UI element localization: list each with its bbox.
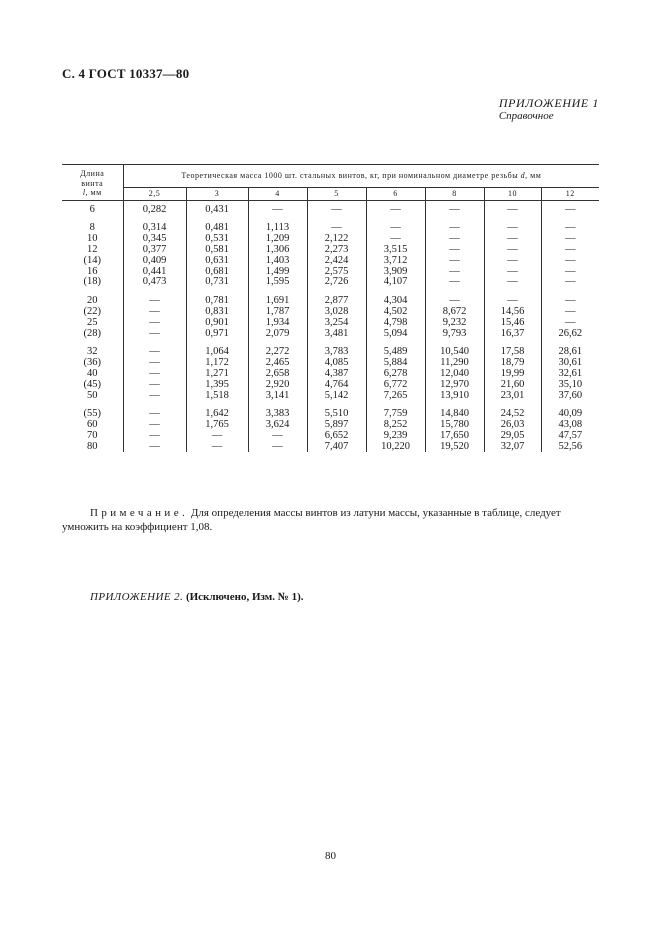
mass-cell: 16,37 — [484, 328, 541, 339]
mass-cell: — — [541, 266, 599, 277]
mass-cell: 15,46 — [484, 318, 541, 329]
length-cell: (18) — [62, 277, 123, 288]
mass-cell: 26,62 — [541, 328, 599, 339]
mass-cell: — — [541, 318, 599, 329]
mass-cell: — — [366, 223, 425, 234]
mass-cell: — — [484, 266, 541, 277]
mass-cell: 37,60 — [541, 390, 599, 401]
mass-cell: — — [149, 346, 160, 358]
table-row — [62, 256, 599, 267]
diameter-header-cell: 5 — [307, 188, 366, 200]
length-variable: l, — [82, 188, 89, 197]
table-note — [90, 506, 599, 521]
mass-cell: 3,624 — [248, 420, 307, 431]
mass-cell: — — [425, 277, 484, 288]
mass-cell: 4,764 — [307, 380, 366, 391]
mass-cell: — — [149, 295, 160, 307]
mass-cell: — — [425, 234, 484, 245]
mass-cell: — — [149, 357, 160, 369]
table-row — [62, 277, 599, 288]
mass-cell: 2,575 — [307, 266, 366, 277]
mass-cell: 4,085 — [307, 358, 366, 369]
mass-cell: — — [248, 442, 307, 453]
mass-cell: — — [484, 296, 541, 307]
mass-cell: 1,209 — [248, 234, 307, 245]
mass-cell: 1,765 — [186, 420, 248, 431]
mass-cell: 0,377 — [142, 244, 167, 256]
mass-cell: — — [541, 245, 599, 256]
mass-cell: — — [149, 368, 160, 379]
length-cell: 25 — [62, 318, 123, 329]
mass-cell: — — [541, 307, 599, 318]
mass-cell: 35,10 — [541, 380, 599, 391]
mass-cell: — — [186, 431, 248, 442]
length-cell: (36) — [62, 358, 123, 369]
mass-cell: 2,424 — [307, 256, 366, 267]
mass-cell: 3,712 — [366, 256, 425, 267]
diameter-header-cell: 6 — [366, 188, 425, 200]
page-header-title: С. 4 ГОСТ 10337—80 — [62, 66, 190, 81]
mass-cell: 1,113 — [248, 223, 307, 234]
mass-cell: 3,515 — [366, 245, 425, 256]
mass-cell: 28,61 — [541, 347, 599, 358]
mass-cell: 32,07 — [484, 442, 541, 453]
note-continuation: умножить на коэффициент 1,08. — [62, 521, 213, 533]
mass-cell: 9,239 — [366, 431, 425, 442]
mass-cell: 1,395 — [186, 380, 248, 391]
mass-cell: 2,877 — [307, 296, 366, 307]
mass-cell: 7,265 — [366, 390, 425, 401]
mass-table-container — [62, 164, 599, 452]
mass-cell: 19,520 — [425, 442, 484, 453]
mass-cell: — — [307, 205, 366, 216]
diameter-variable: d — [520, 170, 526, 180]
mass-cell: 2,273 — [307, 245, 366, 256]
mass-cell: 43,08 — [541, 420, 599, 431]
mass-cell: 40,09 — [541, 409, 599, 420]
mass-cell: 5,510 — [307, 409, 366, 420]
length-cell: 20 — [62, 296, 123, 307]
mass-cell: 7,759 — [366, 409, 425, 420]
mass-cell: 12,040 — [425, 369, 484, 380]
mass-cell: 15,780 — [425, 420, 484, 431]
mass-cell: 1,403 — [248, 256, 307, 267]
mass-cell: — — [248, 205, 307, 216]
note-text: Для определения массы винтов из латуни массы, указанные в таблице, следует — [188, 507, 561, 519]
mass-cell: 3,141 — [248, 390, 307, 401]
mass-cell: 1,306 — [248, 245, 307, 256]
diameter-header-cell: 3 — [186, 188, 248, 200]
mass-cell: 3,783 — [307, 347, 366, 358]
mass-cell: 2,079 — [248, 328, 307, 339]
table-row — [62, 328, 599, 339]
mass-cell: — — [541, 256, 599, 267]
mass-cell: 1,271 — [186, 369, 248, 380]
mass-cell: 4,798 — [366, 318, 425, 329]
mass-cell: 14,56 — [484, 307, 541, 318]
mass-cell: — — [366, 205, 425, 216]
mass-cell: 3,254 — [307, 318, 366, 329]
mass-cell: 52,56 — [541, 442, 599, 453]
mass-cell: 10,540 — [425, 347, 484, 358]
mass-cell: — — [425, 296, 484, 307]
mass-cell: 4,304 — [366, 296, 425, 307]
mass-cell: 3,481 — [307, 328, 366, 339]
mass-cell: 1,691 — [248, 296, 307, 307]
mass-cell: — — [149, 408, 160, 420]
mass-cell: — — [366, 234, 425, 245]
length-cell: (28) — [62, 328, 123, 339]
mass-cell: 1,934 — [248, 318, 307, 329]
mass-cell: 6,278 — [366, 369, 425, 380]
mass-cell: — — [484, 223, 541, 234]
length-cell: 8 — [62, 223, 123, 234]
appendix-subtitle: Справочное — [498, 110, 554, 122]
diameter-header-row — [62, 188, 599, 200]
mass-cell: 7,407 — [307, 442, 366, 453]
mass-cell: 0,345 — [142, 233, 167, 245]
length-cell: 32 — [62, 347, 123, 358]
mass-cell: 0,901 — [186, 318, 248, 329]
length-cell: (22) — [62, 307, 123, 318]
appendix2-text: (Исключено, Изм. № 1). — [183, 591, 304, 603]
mass-cell: 9,232 — [425, 318, 484, 329]
mass-cell: 0,581 — [186, 245, 248, 256]
mass-cell: — — [484, 277, 541, 288]
diameter-header-cell: 10 — [484, 188, 541, 200]
mass-cell: — — [149, 327, 160, 339]
table-row — [62, 380, 599, 391]
length-header-line1: Длина — [80, 169, 105, 178]
mass-cell: 19,99 — [484, 369, 541, 380]
mass-cell: 21,60 — [484, 380, 541, 391]
mass-cell: 6,652 — [307, 431, 366, 442]
mass-cell: 23,01 — [484, 390, 541, 401]
length-column-header — [62, 165, 123, 201]
screw-mass-table — [62, 164, 599, 452]
length-header-line2: винта — [81, 178, 104, 188]
mass-cell: — — [186, 442, 248, 453]
mass-cell: 0,473 — [142, 276, 167, 288]
diameter-header-cell: 8 — [425, 188, 484, 200]
mass-cell: 4,107 — [366, 277, 425, 288]
appendix-heading — [499, 97, 599, 123]
mass-cell: 8,252 — [366, 420, 425, 431]
mass-cell: — — [484, 256, 541, 267]
mass-cell: 1,064 — [186, 347, 248, 358]
appendix-title: ПРИЛОЖЕНИЕ 1 — [498, 96, 599, 110]
length-cell: 40 — [62, 369, 123, 380]
table-row — [62, 318, 599, 329]
length-unit: мм — [88, 188, 102, 197]
length-cell: 70 — [62, 431, 123, 442]
mass-cell: 18,79 — [484, 358, 541, 369]
appendix2-title: ПРИЛОЖЕНИЕ 2. — [90, 591, 184, 603]
mass-cell: 5,489 — [366, 347, 425, 358]
mass-cell: 9,793 — [425, 328, 484, 339]
mass-cell: 0,431 — [186, 205, 248, 216]
mass-cell: — — [541, 234, 599, 245]
mass-cell: 0,831 — [186, 307, 248, 318]
mass-cell: 2,465 — [248, 358, 307, 369]
mass-cell: — — [484, 245, 541, 256]
mass-cell: — — [425, 245, 484, 256]
mass-cell: 14,840 — [425, 409, 484, 420]
mass-cell: 3,909 — [366, 266, 425, 277]
mass-cell: — — [425, 223, 484, 234]
mass-cell: 3,383 — [248, 409, 307, 420]
mass-cell: 0,314 — [142, 222, 167, 234]
diameter-header-cell: 12 — [541, 188, 599, 200]
mass-cell: 0,731 — [186, 277, 248, 288]
length-cell: 60 — [62, 420, 123, 431]
mass-cell: — — [149, 419, 160, 431]
mass-cell: 30,61 — [541, 358, 599, 369]
mass-cell: 2,726 — [307, 277, 366, 288]
length-cell: 80 — [62, 442, 123, 453]
diameter-header-cell: 4 — [248, 188, 307, 200]
mass-cell: 3,028 — [307, 307, 366, 318]
table-row — [62, 390, 599, 401]
mass-cell: 0,282 — [142, 203, 167, 215]
mass-cell: — — [541, 277, 599, 288]
mass-cell: 17,58 — [484, 347, 541, 358]
mass-cell: 0,631 — [186, 256, 248, 267]
mass-cell: 2,272 — [248, 347, 307, 358]
diameter-header-cell: 2,5 — [123, 188, 186, 200]
mass-cell: 13,910 — [425, 390, 484, 401]
table-row — [62, 442, 599, 453]
length-cell: 50 — [62, 390, 123, 401]
mass-cell: 0,971 — [186, 328, 248, 339]
mass-cell: — — [149, 429, 160, 441]
mass-cell: — — [425, 205, 484, 216]
mass-cell: — — [248, 431, 307, 442]
mass-cell: 26,03 — [484, 420, 541, 431]
mass-cell: 1,518 — [186, 390, 248, 401]
mass-cell: — — [541, 205, 599, 216]
mass-cell: — — [425, 256, 484, 267]
mass-cell: 32,61 — [541, 369, 599, 380]
mass-cell: 5,142 — [307, 390, 366, 401]
mass-cell: 12,970 — [425, 380, 484, 391]
length-cell: 10 — [62, 234, 123, 245]
mass-cell: 2,658 — [248, 369, 307, 380]
length-header-line3 — [62, 188, 123, 198]
mass-cell: 0,441 — [142, 265, 167, 277]
mass-header-text: Теоретическая масса 1000 шт. стальных винтов, кг, при номинальном диаметре резьбы — [181, 170, 521, 180]
length-cell: (45) — [62, 380, 123, 391]
mass-cell: 0,531 — [186, 234, 248, 245]
length-cell: (55) — [62, 409, 123, 420]
mass-cell: 1,499 — [248, 266, 307, 277]
mass-cell: 1,595 — [248, 277, 307, 288]
mass-cell: — — [149, 316, 160, 328]
mass-cell: 2,122 — [307, 234, 366, 245]
mass-cell: 0,681 — [186, 266, 248, 277]
mass-cell: — — [541, 223, 599, 234]
mass-cell: — — [425, 266, 484, 277]
length-cell: 16 — [62, 266, 123, 277]
mass-cell: 24,52 — [484, 409, 541, 420]
mass-cell: 47,57 — [541, 431, 599, 442]
mass-cell: 2,920 — [248, 380, 307, 391]
length-cell: 12 — [62, 245, 123, 256]
mass-cell: 1,172 — [186, 358, 248, 369]
length-cell: 6 — [62, 205, 123, 216]
mass-cell: — — [149, 440, 160, 452]
mass-cell: — — [149, 378, 160, 390]
mass-column-header — [123, 165, 599, 188]
mass-header-unit: , мм — [525, 170, 542, 180]
page-number: 80 — [325, 850, 336, 862]
mass-cell: 1,642 — [186, 409, 248, 420]
mass-cell: — — [484, 205, 541, 216]
mass-cell: 5,884 — [366, 358, 425, 369]
mass-cell: 11,290 — [425, 358, 484, 369]
mass-cell: 0,781 — [186, 296, 248, 307]
mass-cell: 0,409 — [142, 254, 167, 266]
mass-cell: 0,481 — [186, 223, 248, 234]
mass-cell: 17,650 — [425, 431, 484, 442]
table-body — [62, 200, 599, 452]
mass-cell: 8,672 — [425, 307, 484, 318]
appendix2-line — [90, 591, 304, 603]
mass-cell: 4,387 — [307, 369, 366, 380]
mass-cell: 10,220 — [366, 442, 425, 453]
mass-cell: — — [149, 306, 160, 318]
mass-cell: — — [149, 389, 160, 401]
mass-cell: 6,772 — [366, 380, 425, 391]
mass-cell: 5,094 — [366, 328, 425, 339]
mass-cell: — — [541, 296, 599, 307]
mass-cell: 29,05 — [484, 431, 541, 442]
mass-cell: 1,787 — [248, 307, 307, 318]
mass-cell: 4,502 — [366, 307, 425, 318]
table-row — [62, 205, 599, 216]
mass-cell: — — [484, 234, 541, 245]
note-label: Примечание. — [90, 507, 189, 519]
mass-cell: — — [307, 223, 366, 234]
mass-cell: 5,897 — [307, 420, 366, 431]
length-cell: (14) — [62, 256, 123, 267]
